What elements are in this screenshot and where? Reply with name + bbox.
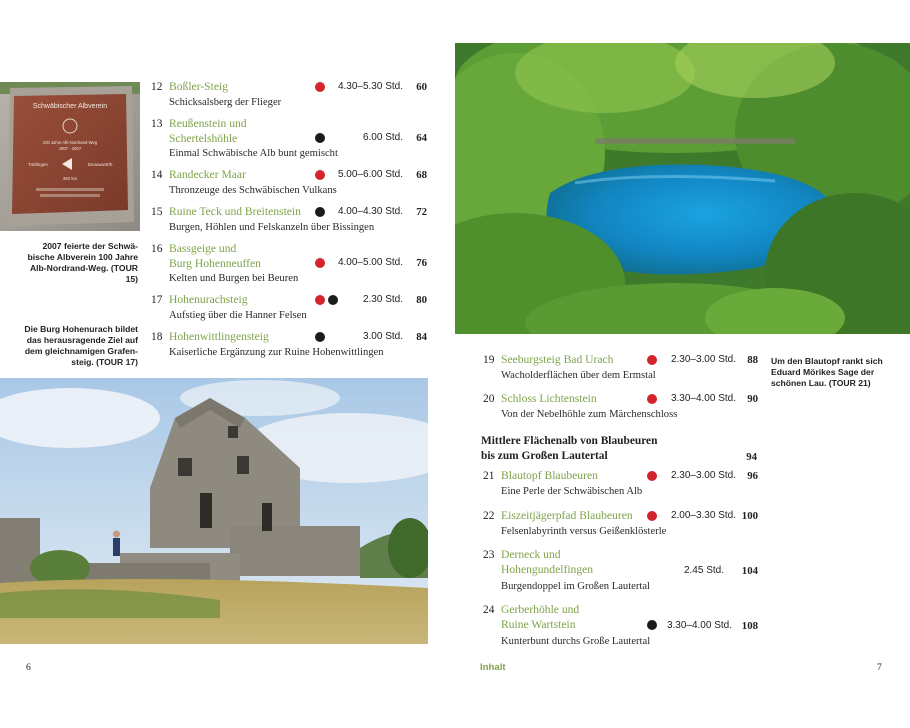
toc-entry-14[interactable] (151, 168, 427, 200)
entry-number: 21 (483, 470, 495, 482)
difficulty-dots (315, 207, 325, 217)
caption-hohenurach: Die Burg Hohenurach bildet das herausragende Ziel auf dem gleichnamigen Grafen-steig. (TOUR 17) (24, 324, 138, 367)
toc-entry-12[interactable] (151, 80, 427, 112)
entry-subtitle: Felsenlabyrinth versus Geißenklösterle (501, 526, 667, 537)
entry-subtitle: Von der Nebelhöhle zum Märchenschloss (501, 409, 678, 420)
difficulty-dot-red (315, 258, 325, 268)
page-number-right: 7 (877, 662, 882, 673)
difficulty-dots (315, 82, 325, 92)
entry-number: 18 (151, 331, 163, 343)
sign-distance: 360 km (62, 176, 78, 181)
entry-number: 19 (483, 354, 495, 366)
entry-duration: 4.00–4.30 Std. (337, 206, 403, 217)
sign-heading: Schwäbischer Albverein (32, 103, 108, 110)
entry-duration: 2.30 Std. (362, 294, 403, 305)
entry-number: 23 (483, 549, 495, 561)
entry-page: 76 (416, 257, 427, 269)
toc-entry-19[interactable] (483, 353, 758, 385)
entry-page: 104 (741, 565, 758, 577)
toc-entry-24[interactable] (483, 603, 758, 647)
entry-duration: 2.00–3.30 Std. (670, 510, 736, 521)
entry-subtitle: Einmal Schwäbische Alb bunt gemischt (169, 148, 338, 159)
difficulty-dot-red (315, 295, 325, 305)
difficulty-dots (315, 332, 325, 342)
entry-subtitle: Kelten und Burgen bei Beuren (169, 273, 299, 284)
entry-duration: 4.00–5.00 Std. (337, 257, 403, 268)
entry-title[interactable]: Ruine Teck und Breitenstein (169, 205, 301, 218)
entry-page: 68 (416, 169, 427, 181)
difficulty-dot-black (328, 295, 338, 305)
difficulty-dots (647, 511, 657, 521)
photo-blautopf (455, 43, 910, 334)
entry-duration: 6.00 Std. (362, 132, 403, 143)
entry-subtitle: Kunterbunt durchs Große Lautertal (501, 636, 651, 647)
entry-page: 90 (747, 393, 758, 405)
entry-duration: 3.00 Std. (362, 331, 403, 342)
difficulty-dot-red (315, 170, 325, 180)
difficulty-dots (315, 170, 325, 180)
entry-duration: 4.30–5.30 Std. (337, 81, 403, 92)
difficulty-dot-black (647, 620, 657, 630)
entry-number: 16 (151, 243, 163, 255)
section-heading[interactable]: Mittlere Flächenalb von Blaubeuren bis zum Großen Lautertal (481, 435, 658, 462)
entry-title[interactable]: Boßler-Steig (169, 80, 229, 93)
entry-page: 72 (416, 206, 427, 218)
entry-page: 108 (741, 620, 758, 632)
entry-duration: 2.45 Std. (683, 565, 724, 576)
photo-albverein-sign (0, 82, 140, 231)
entry-title[interactable]: Derneck und Hohengundelfingen (501, 548, 594, 576)
entry-title[interactable]: Eiszeitjägerpfad Blaubeuren (501, 509, 633, 522)
entry-number: 14 (151, 169, 163, 181)
difficulty-dot-black (315, 133, 325, 143)
difficulty-dot-black (315, 332, 325, 342)
running-head: Inhalt (480, 662, 506, 673)
toc-entry-18[interactable] (151, 330, 427, 362)
entry-subtitle: Burgendoppel im Großen Lautertal (501, 581, 650, 592)
entry-number: 15 (151, 206, 163, 218)
toc-entry-15[interactable] (151, 205, 427, 237)
entry-page: 96 (747, 470, 758, 482)
difficulty-dot-red (647, 511, 657, 521)
entry-page: 100 (741, 510, 758, 522)
entry-number: 22 (483, 510, 495, 522)
entry-subtitle: Kaiserliche Ergänzung zur Ruine Hohenwittlingen (169, 347, 384, 358)
entry-subtitle: Eine Perle der Schwäbischen Alb (501, 486, 643, 497)
entry-subtitle: Burgen, Höhlen und Felskanzeln über Bissingen (169, 222, 375, 233)
difficulty-dot-red (647, 471, 657, 481)
entry-number: 20 (483, 393, 495, 405)
sign-right-dest: Donauwörth (87, 162, 113, 167)
toc-entry-16[interactable] (151, 242, 427, 286)
toc-entry-13[interactable] (151, 117, 427, 161)
entry-subtitle: Schicksalsberg der Flieger (169, 97, 282, 108)
entry-number: 24 (483, 604, 495, 616)
difficulty-dots (647, 394, 657, 404)
entry-subtitle: Aufstieg über die Hanner Felsen (169, 310, 307, 321)
entry-subtitle: Wacholderflächen über dem Ermstal (501, 370, 656, 381)
caption-albverein: 2007 feierte der Schwä-bische Albverein 100 Jahre Alb-Nordrand-Weg. (TOUR 15) (27, 241, 138, 284)
toc-entry-17[interactable] (151, 293, 427, 325)
difficulty-dot-black (315, 207, 325, 217)
entry-duration: 3.30–4.00 Std. (670, 393, 736, 404)
entry-page: 64 (416, 132, 427, 144)
difficulty-dots (315, 295, 338, 305)
difficulty-dots (647, 620, 657, 630)
sign-line1: 100 Jahre Alb-Nordrand-Weg (42, 140, 98, 145)
entry-page: 60 (416, 81, 427, 93)
entry-title[interactable]: Reußenstein und Schertelshöhle (169, 117, 247, 145)
section-page: 94 (746, 451, 757, 463)
toc-entry-20[interactable] (483, 392, 758, 424)
toc-entry-22[interactable] (483, 509, 758, 541)
entry-page: 80 (416, 294, 427, 306)
entry-duration: 2.30–3.00 Std. (670, 354, 736, 365)
toc-entry-21[interactable] (483, 469, 758, 501)
entry-page: 84 (416, 331, 427, 343)
entry-title[interactable]: Randecker Maar (169, 168, 246, 181)
entry-subtitle: Thronzeuge des Schwäbischen Vulkans (169, 185, 337, 196)
entry-number: 13 (151, 118, 163, 130)
entry-number: 12 (151, 81, 163, 93)
entry-title[interactable]: Hohenurachsteig (169, 293, 248, 306)
sign-left-dest: Tuttlingen (27, 162, 49, 167)
difficulty-dots (647, 471, 657, 481)
entry-title[interactable]: Schloss Lichtenstein (501, 392, 597, 405)
entry-duration: 5.00–6.00 Std. (337, 169, 403, 180)
entry-title[interactable]: Gerberhöhle und Ruine Wartstein (501, 603, 580, 631)
sign-line2: 1907 - 2007 (58, 146, 82, 151)
entry-number: 17 (151, 294, 163, 306)
difficulty-dot-red (647, 394, 657, 404)
difficulty-dots (647, 355, 657, 365)
photo-burg-hohenurach (0, 378, 428, 644)
difficulty-dots (315, 258, 325, 268)
difficulty-dots (315, 133, 325, 143)
toc-entry-23[interactable] (483, 548, 758, 592)
entry-title[interactable]: Hohenwittlingensteig (169, 330, 269, 343)
difficulty-dot-red (315, 82, 325, 92)
entry-title[interactable]: Seeburgsteig Bad Urach (501, 353, 614, 366)
entry-duration: 2.30–3.00 Std. (670, 470, 736, 481)
page-number-left: 6 (26, 662, 31, 673)
entry-duration: 3.30–4.00 Std. (666, 620, 732, 631)
difficulty-dot-red (647, 355, 657, 365)
entry-title[interactable]: Blautopf Blaubeuren (501, 469, 598, 482)
caption-blautopf: Um den Blautopf rankt sich Eduard Mörikes Sage der schönen Lau. (TOUR 21) (771, 356, 883, 388)
entry-title[interactable]: Bassgeige und Burg Hohenneuffen (169, 242, 261, 270)
entry-page: 88 (747, 354, 758, 366)
